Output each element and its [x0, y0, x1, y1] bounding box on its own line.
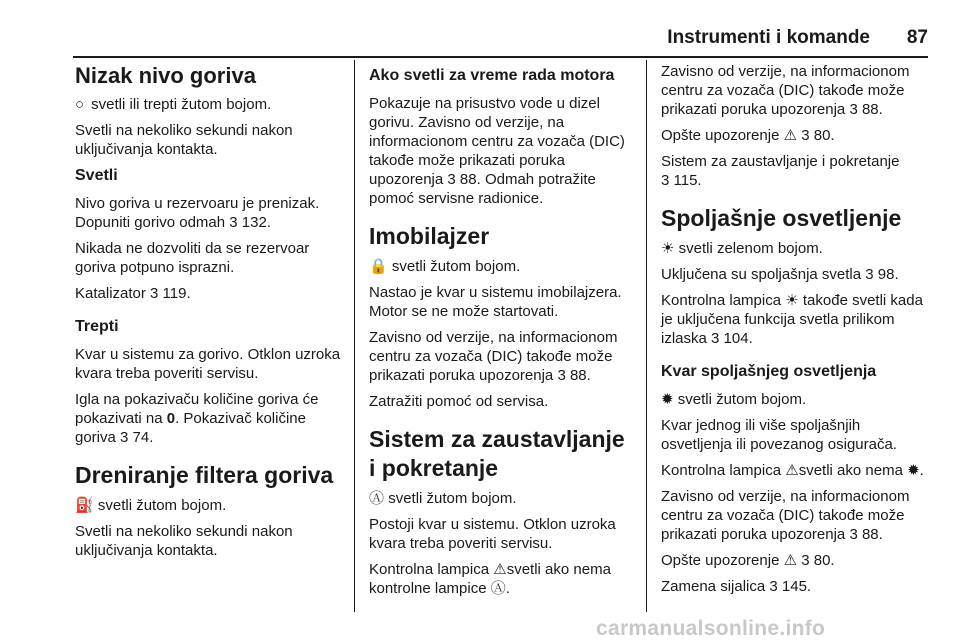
page-header — [73, 22, 928, 52]
paragraph — [369, 94, 637, 208]
text: Opšte upozorenje — [661, 552, 780, 569]
page-ref[interactable]: 3 88. — [849, 526, 883, 543]
heading-exterior-lights: Spoljašnje osvetljenje — [661, 205, 902, 231]
page-ref[interactable]: 3 104. — [711, 330, 753, 347]
text: svetli ako nema — [798, 462, 903, 479]
paragraph — [75, 390, 343, 447]
warning-triangle-icon: ⚠ — [783, 552, 798, 569]
text: svetli žutom bojom. — [391, 258, 521, 275]
stop-start-icon: Ⓐ — [490, 580, 506, 597]
subheading-exterior-fault: Kvar spoljašnjeg osvetljenja — [661, 363, 877, 380]
text: . — [919, 462, 924, 479]
text: svetli žutom bojom. — [388, 490, 517, 507]
page-ref[interactable]: 3 145. — [769, 578, 812, 595]
text: Sistem za zaustavljanje i pokretanje — [661, 153, 900, 170]
column-1 — [75, 62, 343, 567]
text: svetli žutom bojom. — [97, 497, 227, 514]
paragraph — [661, 291, 931, 348]
paragraph — [661, 126, 931, 145]
page-ref[interactable]: 3 80. — [801, 127, 835, 144]
page-number: 87 — [906, 27, 928, 48]
heading-stop-start: Sistem za zaustavljanje i pokretanje — [369, 426, 625, 481]
page-ref[interactable]: 3 98. — [865, 266, 899, 283]
text: Kontrolna lampica — [369, 561, 490, 578]
paragraph — [661, 62, 931, 119]
paragraph — [75, 496, 343, 515]
paragraph — [661, 551, 931, 570]
paragraph: Postoji kvar u sistemu. Otklon uzroka kvara treba poveriti servisu. — [369, 516, 616, 552]
paragraph: Kvar u sistemu za gorivo. Otklon uzroka kvara treba poveriti servisu. — [75, 346, 341, 382]
bulb-failure-icon: ✹ — [907, 462, 920, 479]
paragraph — [369, 328, 637, 385]
paragraph — [661, 390, 931, 409]
paragraph: Svetli na nekoliko sekundi nakon uključivanja kontakta. — [75, 122, 293, 158]
text: svetli ako nema kontrolne lampice — [369, 561, 611, 597]
exterior-light-icon: ☀ — [785, 292, 799, 309]
page-ref[interactable]: 3 88. — [849, 101, 883, 118]
subheading-on: Svetli — [75, 167, 118, 184]
page-ref[interactable]: 3 80. — [801, 552, 835, 569]
text: Kontrolna lampica — [661, 462, 782, 479]
text: Zamena sijalica — [661, 578, 766, 595]
text: Uključena su spoljašnja svetla — [661, 266, 862, 283]
paragraph — [661, 152, 931, 190]
paragraph — [75, 284, 343, 303]
page-ref[interactable]: 3 119. — [150, 285, 191, 302]
warning-triangle-icon: ⚠ — [493, 561, 507, 578]
exterior-light-icon: ☀ — [661, 240, 675, 257]
text: Katalizator — [75, 285, 146, 302]
text: svetli ili trepti žutom bojom. — [91, 96, 272, 113]
text-bold: 0 — [166, 410, 176, 427]
heading-immobiliser: Imobilajzer — [369, 223, 490, 249]
text: svetli žutom bojom. — [677, 391, 807, 408]
paragraph — [661, 487, 931, 544]
paragraph: Nikada ne dozvoliti da se rezervoar goriva potpuno isprazni. — [75, 240, 310, 276]
text: Zavisno od verzije, na informacionom centru za vozača (DIC) takođe može prikazati poruka upozorenja — [369, 329, 618, 384]
header-rule — [73, 56, 928, 58]
fuel-low-icon: ○ — [75, 96, 85, 113]
fuel-filter-water-icon: ⛽ — [75, 497, 94, 514]
text: . Pokazivač količine goriva — [75, 410, 306, 446]
text: Kontrolna lampica — [661, 292, 782, 309]
paragraph: Kvar jednog ili više spoljašnjih osvetljenja ili povezanog osigurača. — [661, 417, 897, 453]
subheading-flash: Trepti — [75, 318, 119, 335]
column-2 — [369, 62, 637, 605]
heading-drain-filter: Dreniranje filtera goriva — [75, 462, 334, 488]
subheading-engine-running: Ako svetli za vreme rada motora — [369, 67, 615, 84]
watermark: carmanualsonline.info — [596, 617, 826, 640]
paragraph — [661, 239, 931, 258]
paragraph: Svetli na nekoliko sekundi nakon uključivanja kontakta. — [75, 523, 293, 559]
warning-triangle-icon: ⚠ — [785, 462, 799, 479]
text: takođe svetli kada je uključena funkcija svetla prilikom izlaska — [661, 292, 923, 347]
page-ref[interactable]: 3 88. — [557, 367, 591, 384]
text: Zavisno od verzije, na informacionom centru za vozača (DIC) takođe može prikazati poruka upozorenja — [661, 488, 910, 543]
page-ref[interactable]: 3 74. — [120, 429, 154, 446]
column-divider — [354, 60, 355, 612]
warning-triangle-icon: ⚠ — [783, 127, 798, 144]
paragraph: Zatražiti pomoć od servisa. — [369, 393, 549, 410]
paragraph — [661, 265, 931, 284]
text: svetli zelenom bojom. — [678, 240, 823, 257]
paragraph — [369, 257, 637, 276]
text: Zavisno od verzije, na informacionom centru za vozača (DIC) takođe može prikazati poruka upozorenja — [661, 63, 910, 118]
text: Nivo goriva u rezervoaru je prenizak. Dopuniti gorivo odmah — [75, 195, 320, 231]
stop-start-icon: Ⓐ — [369, 490, 385, 507]
text: . — [505, 580, 510, 597]
page-ref[interactable]: 3 115. — [661, 172, 702, 189]
paragraph — [661, 461, 931, 480]
text: Odmah potražite pomoć servisne radionice. — [369, 171, 596, 207]
paragraph — [75, 95, 343, 114]
paragraph — [75, 194, 343, 232]
immobiliser-icon: 🔒 — [369, 258, 388, 275]
text: Opšte upozorenje — [661, 127, 780, 144]
paragraph — [369, 560, 637, 598]
paragraph — [369, 489, 637, 508]
paragraph — [661, 577, 931, 596]
paragraph: Nastao je kvar u sistemu imobilajzera. Motor se ne može startovati. — [369, 284, 622, 320]
column-divider — [646, 60, 647, 612]
text: Pokazuje na prisustvo vode u dizel gorivu. Zavisno od verzije, na informacionom centru za vozača (DIC) takođe može prikazati poruka upozorenja — [369, 95, 625, 188]
column-3 — [661, 62, 931, 603]
bulb-failure-icon: ✹ — [661, 391, 674, 408]
heading-low-fuel: Nizak nivo goriva — [75, 63, 256, 88]
page-ref[interactable]: 3 88. — [447, 171, 481, 188]
header-title: Instrumenti i komande — [667, 27, 870, 48]
page-ref[interactable]: 3 132. — [229, 214, 271, 231]
text: Igla na pokazivaču količine goriva će pokazivati na — [75, 391, 319, 427]
